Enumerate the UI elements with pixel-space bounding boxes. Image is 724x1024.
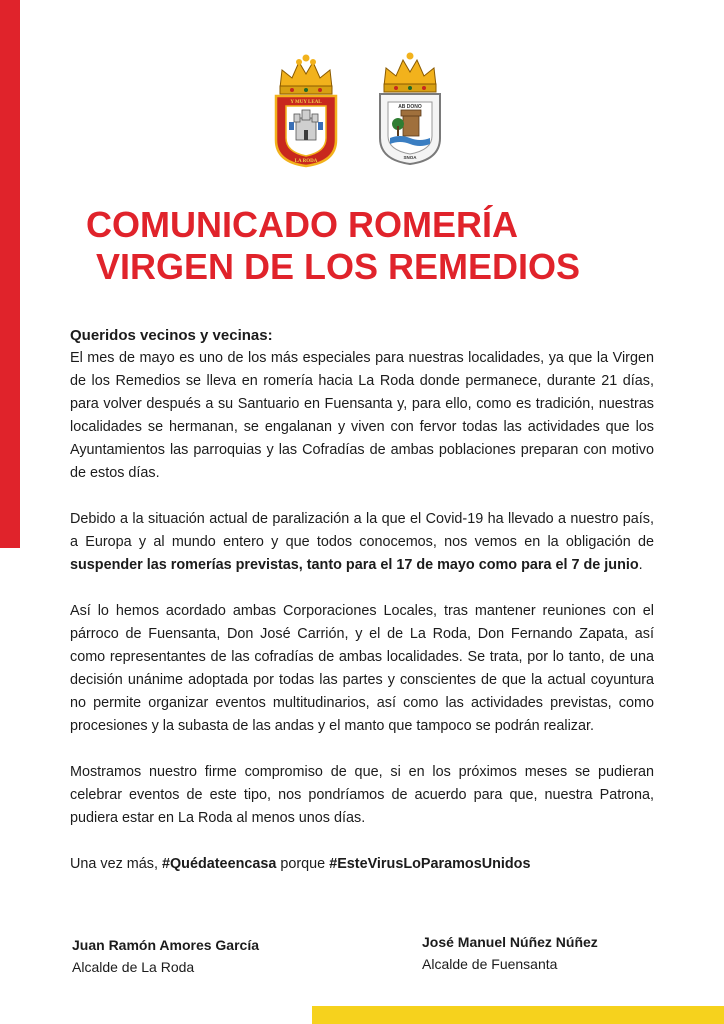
paragraph-2-text: Debido a la situación actual de paralización a la que el Covid-19 ha llevado a nuestro país, a Europa y al mundo entero y que todos conocemos, nos vemos en la obligación de (70, 511, 654, 550)
hashtag-quedateencasa: #Quédateencasa (161, 856, 277, 872)
signatory-role-right: Alcalde de Fuensanta (422, 956, 558, 972)
signatory-name-left: Juan Ramón Amores García (72, 937, 259, 953)
paragraph-5-middle: porque (276, 856, 330, 872)
signatory-name-right: José Manuel Núñez Núñez (422, 934, 598, 950)
paragraph-5-text: Una vez más, (70, 856, 162, 872)
communique-title (86, 204, 646, 288)
la-roda-coat-of-arms (272, 52, 340, 168)
paragraph-1: El mes de mayo es uno de los más especiales para nuestras localidades, ya que la Virgen de los Remedios se lleva en romería hacia La Roda donde permanece, durante 21 días, para volver después a su Santuario en Fuensanta y, para ello, como es tradición, nuestras localidades se hermanan, se engalanan y viven con fervor todas las actividades que los Ayuntamientos las parroquias y las Cofradías de ambas poblaciones preparan con motivo de estos días. (70, 350, 654, 481)
paragraph-5 (70, 853, 654, 876)
bottom-yellow-accent-bar (312, 1006, 724, 1024)
signature-la-roda (72, 934, 259, 978)
letter-body (70, 324, 654, 876)
paragraph-4: Mostramos nuestro firme compromiso de que, si en los próximos meses se pudieran celebrar eventos de este tipo, nos pondríamos de acuerdo para que, nuestra Patrona, pudiera estar en La Roda al menos unos días. (70, 764, 654, 826)
svg-text:Y MUY LEAL: Y MUY LEAL (290, 100, 322, 105)
paragraph-3: Así lo hemos acordado ambas Corporaciones Locales, tras mantener reuniones con el párroco de Fuensanta, Don José Carrión, y el de La Roda, Don Fernando Zapata, así como representantes de las cofradías de ambas localidades. Se trata, por lo tanto, de una decisión unánime adoptada por todas las partes y conscientes de que la actual coyuntura no permite organizar eventos multitudinarios, así como las actividades previstas, como procesiones y la subasta de las andas y el manto que tampoco se podrán realizar. (70, 603, 654, 734)
paragraph-2 (70, 508, 654, 577)
paragraph-2-end: . (638, 557, 643, 573)
letter-greeting: Queridos vecinos y vecinas: (70, 327, 273, 344)
hashtag-estevirusloparamosunidos: #EsteVirusLoParamosUnidos (329, 856, 531, 872)
paragraph-2-bold-text: suspender las romerías previstas, tanto para el 17 de mayo como para el 7 de junio (70, 557, 639, 573)
fuensanta-coat-of-arms (376, 52, 444, 168)
signatory-role-left: Alcalde de La Roda (72, 959, 195, 975)
svg-text:AB DONO: AB DONO (398, 104, 422, 110)
title-line-2: VIRGEN DE LOS REMEDIOS (96, 246, 581, 287)
title-line-1: COMUNICADO ROMERÍA (86, 204, 518, 245)
left-red-accent-bar (0, 0, 20, 548)
svg-text:SNOA: SNOA (403, 155, 417, 160)
signature-fuensanta (422, 931, 598, 975)
svg-text:LA RODA: LA RODA (294, 159, 318, 164)
